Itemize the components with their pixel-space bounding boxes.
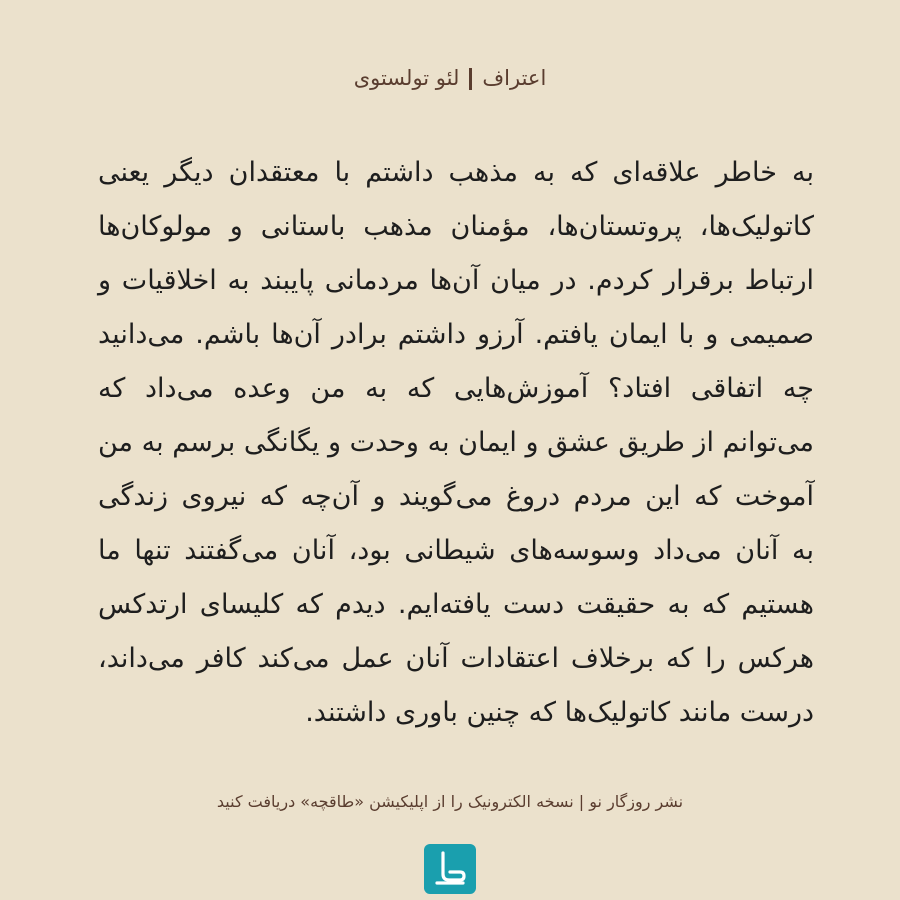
publisher-footer: نشر روزگار نو | نسخه الکترونیک را از اپلیکیشن «طاقچه» دریافت کنید: [216, 792, 684, 811]
quote-text: [98, 146, 814, 740]
quote-line: هرکس را که برخلاف اعتقادات آنان عمل می‌کند کافر می‌داند،: [98, 643, 814, 674]
logo-glyph: [424, 844, 476, 894]
page-header: [0, 58, 900, 98]
quote-line: درست مانند کاتولیک‌ها که چنین باوری داشتند.: [305, 697, 814, 728]
quote-line: کاتولیک‌ها، پروتستان‌ها، مؤمنان مذهب باستانی و مولوکان‌ها: [98, 211, 814, 242]
quote-line: هستیم که به حقیقت دست یافته‌ایم. دیدم که کلیسای ارتدکس: [98, 589, 814, 620]
quote-line: چه اتفاقی افتاد؟ آموزش‌هایی که به من وعده می‌داد که: [98, 373, 814, 404]
quote-line: به آنان می‌داد وسوسه‌های شیطانی بود، آنان می‌گفتند تنها ما: [98, 535, 814, 566]
quote-line: به خاطر علاقه‌ای که به مذهب داشتم با معتقدان دیگر یعنی: [98, 157, 814, 188]
book-title: اعتراف: [482, 66, 547, 90]
author-name: لئو تولستوی: [353, 66, 460, 90]
taaghche-logo-icon: [424, 844, 476, 894]
quote-line: ارتباط برقرار کردم. در میان آن‌ها مردمانی پایبند به اخلاقیات و: [98, 265, 814, 296]
header-separator: [469, 68, 472, 90]
quote-line: آموخت که این مردم دروغ می‌گویند و آن‌چه که نیروی زندگی: [98, 481, 814, 512]
quote-line: صمیمی و با ایمان یافتم. آرزو داشتم برادر آن‌ها باشم. می‌دانید: [98, 319, 814, 350]
quote-line: می‌توانم از طریق عشق و ایمان به وحدت و یگانگی برسم به من: [98, 427, 814, 458]
